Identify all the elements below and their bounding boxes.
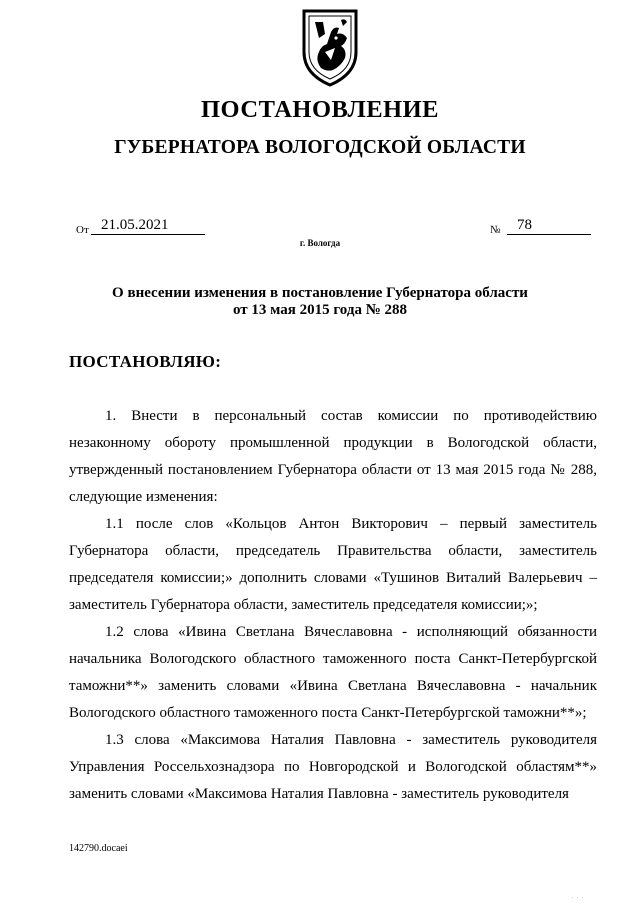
paragraph-1-2: 1.2 слова «Ивина Светлана Вячеславовна - исполняющий обязанности начальника Вологодского областного таможенного поста Санкт-Петербургской таможни**» заменить словами «Ивина Светлана Вячеславовна - начальник Вологодского областного таможенного поста Санкт-Петербургской таможни**»; — [69, 624, 597, 721]
heading-line-1: О внесении изменения в постановление Губернатора области — [112, 285, 528, 301]
document-number: 78 — [507, 216, 591, 235]
document-body — [69, 403, 597, 808]
heading-line-2: от 13 мая 2015 года № 288 — [232, 302, 408, 318]
paragraph-1-3: 1.3 слова «Максимова Наталия Павловна - заместитель руководителя Управления Россельхознадзора по Новгородской и Вологодской областям**» заменить словами «Максимова Наталия Павловна - заместитель руководителя — [69, 732, 597, 802]
document-heading — [0, 285, 640, 319]
document-type-title: ПОСТАНОВЛЕНИЕ — [201, 96, 439, 123]
coat-of-arms-icon — [301, 8, 359, 88]
paragraph-1-1: 1.1 после слов «Кольцов Антон Викторович – первый заместитель Губернатора области, председатель Правительства области, заместитель председателя комиссии;» дополнить словами «Тушинов Виталий Валерьевич – заместитель Губернатора области, заместитель председателя комиссии;»; — [69, 516, 597, 613]
issuer-title: ГУБЕРНАТОРА ВОЛОГОДСКОЙ ОБЛАСТИ — [114, 137, 526, 158]
scan-mark: · · · — [572, 896, 585, 901]
city-label: г. Вологда — [299, 238, 341, 248]
date-prefix: От — [76, 224, 89, 236]
decree-word: ПОСТАНОВЛЯЮ: — [69, 352, 222, 371]
document-date: 21.05.2021 — [91, 216, 205, 235]
number-prefix: № — [490, 224, 501, 236]
paragraph-1: 1. Внести в персональный состав комиссии по противодействию незаконному обороту промышленной продукции в Вологодской области, утвержденный постановлением Губернатора области от 13 мая 2015 года № 288, следующие изменения: — [69, 408, 597, 505]
file-code: 142790.docaei — [69, 843, 128, 854]
